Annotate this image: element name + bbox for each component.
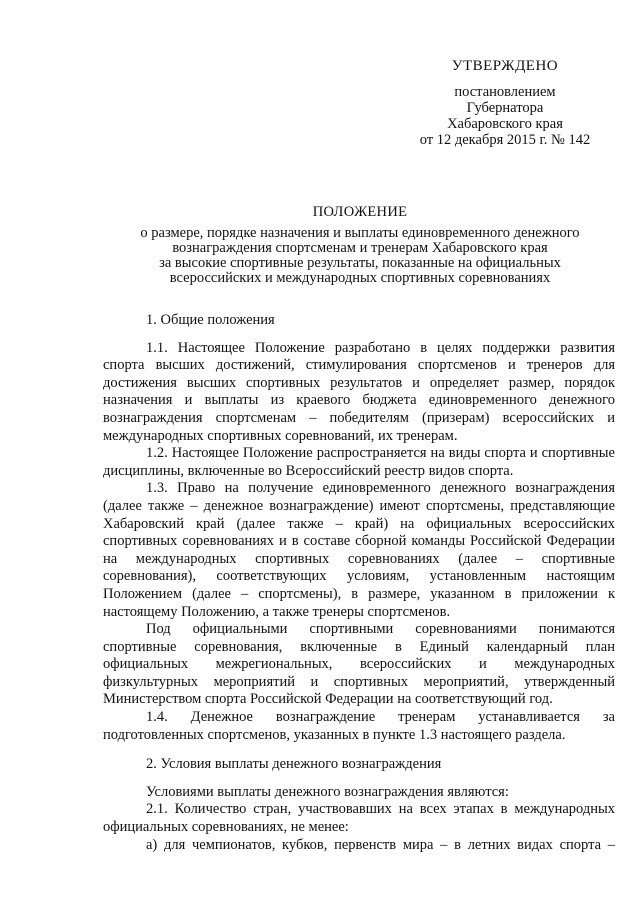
approval-line-date: от 12 декабря 2015 г. № 142 [419, 132, 591, 148]
approval-stamp-title: УТВЕРЖДЕНО [451, 58, 559, 74]
paragraph-1-1: 1.1. Настоящее Положение разработано в целях поддержки развития спорта высших достижений, стимулирования спортсменов и тренеров для достижения высших спортивных результатов и определяет размер, порядок назначения и выплаты из краевого бюджета единовременного денежного вознаграждения спортсменам – победителям (призерам) всероссийских и международных спортивных соревнований, их тренерам. [103, 339, 615, 444]
document-title: ПОЛОЖЕНИЕ [312, 204, 408, 220]
document-subtitle-line: вознаграждения спортсменам и тренерам Хабаровского края [172, 240, 548, 256]
paragraph-2-1: 2.1. Количество стран, участвовавших на всех этапах в международных официальных соревнованиях, не менее: [103, 801, 615, 836]
document-body [103, 312, 615, 854]
paragraph-official-competitions: Под официальными спортивными соревнованиями понимаются спортивные соревнования, включенные в Единый календарный план официальных межрегиональных, всероссийских и международных физкультурных мероприятий и спортивных мероприятий, утвержденный Министерством спорта Российской Федерации на соответствующий год. [103, 621, 615, 708]
section-1-heading: 1. Общие положения [146, 312, 275, 328]
document-title-block [100, 205, 620, 286]
approval-line-region: Хабаровского края [447, 116, 563, 132]
approval-line-governor: Губернатора [466, 100, 544, 116]
document-subtitle-line: всероссийских и международных спортивных соревнованиях [169, 270, 551, 286]
paragraph-2-intro: Условиями выплаты денежного вознаграждения являются: [146, 783, 509, 800]
paragraph-1-4: 1.4. Денежное вознаграждение тренерам устанавливается за подготовленных спортсменов, указанных в пункте 1.3 настоящего раздела. [103, 709, 615, 743]
document-subtitle-line: за высокие спортивные результаты, показанные на официальных [159, 255, 561, 271]
approval-line-decree: постановлением [454, 84, 556, 100]
paragraph-1-3: 1.3. Право на получение единовременного денежного вознаграждения (далее также – денежное вознаграждение) имеют спортсмены, представляющие Хабаровский край (далее также – край) на официальных всероссийских спортивных соревнованиях и в составе сборной команды Российской Федерации на международных спортивных соревнованиях (далее – спортивные соревнования), соответствующих условиям, установленным настоящим Положением (далее – спортсмены), в размере, указанном в приложении к настоящему Положению, а также тренеры спортсменов. [103, 480, 615, 620]
section-2-heading: 2. Условия выплаты денежного вознаграждения [146, 756, 442, 773]
approval-block [395, 58, 615, 148]
paragraph-1-2: 1.2. Настоящее Положение распространяется на виды спорта и спортивные дисциплины, включенные во Всероссийский реестр видов спорта. [103, 445, 615, 479]
paragraph-2-1-a: а) для чемпионатов, кубков, первенств мира – в летних видах спорта – [146, 836, 615, 853]
document-subtitle-line: о размере, порядке назначения и выплаты единовременного денежного [140, 225, 580, 241]
